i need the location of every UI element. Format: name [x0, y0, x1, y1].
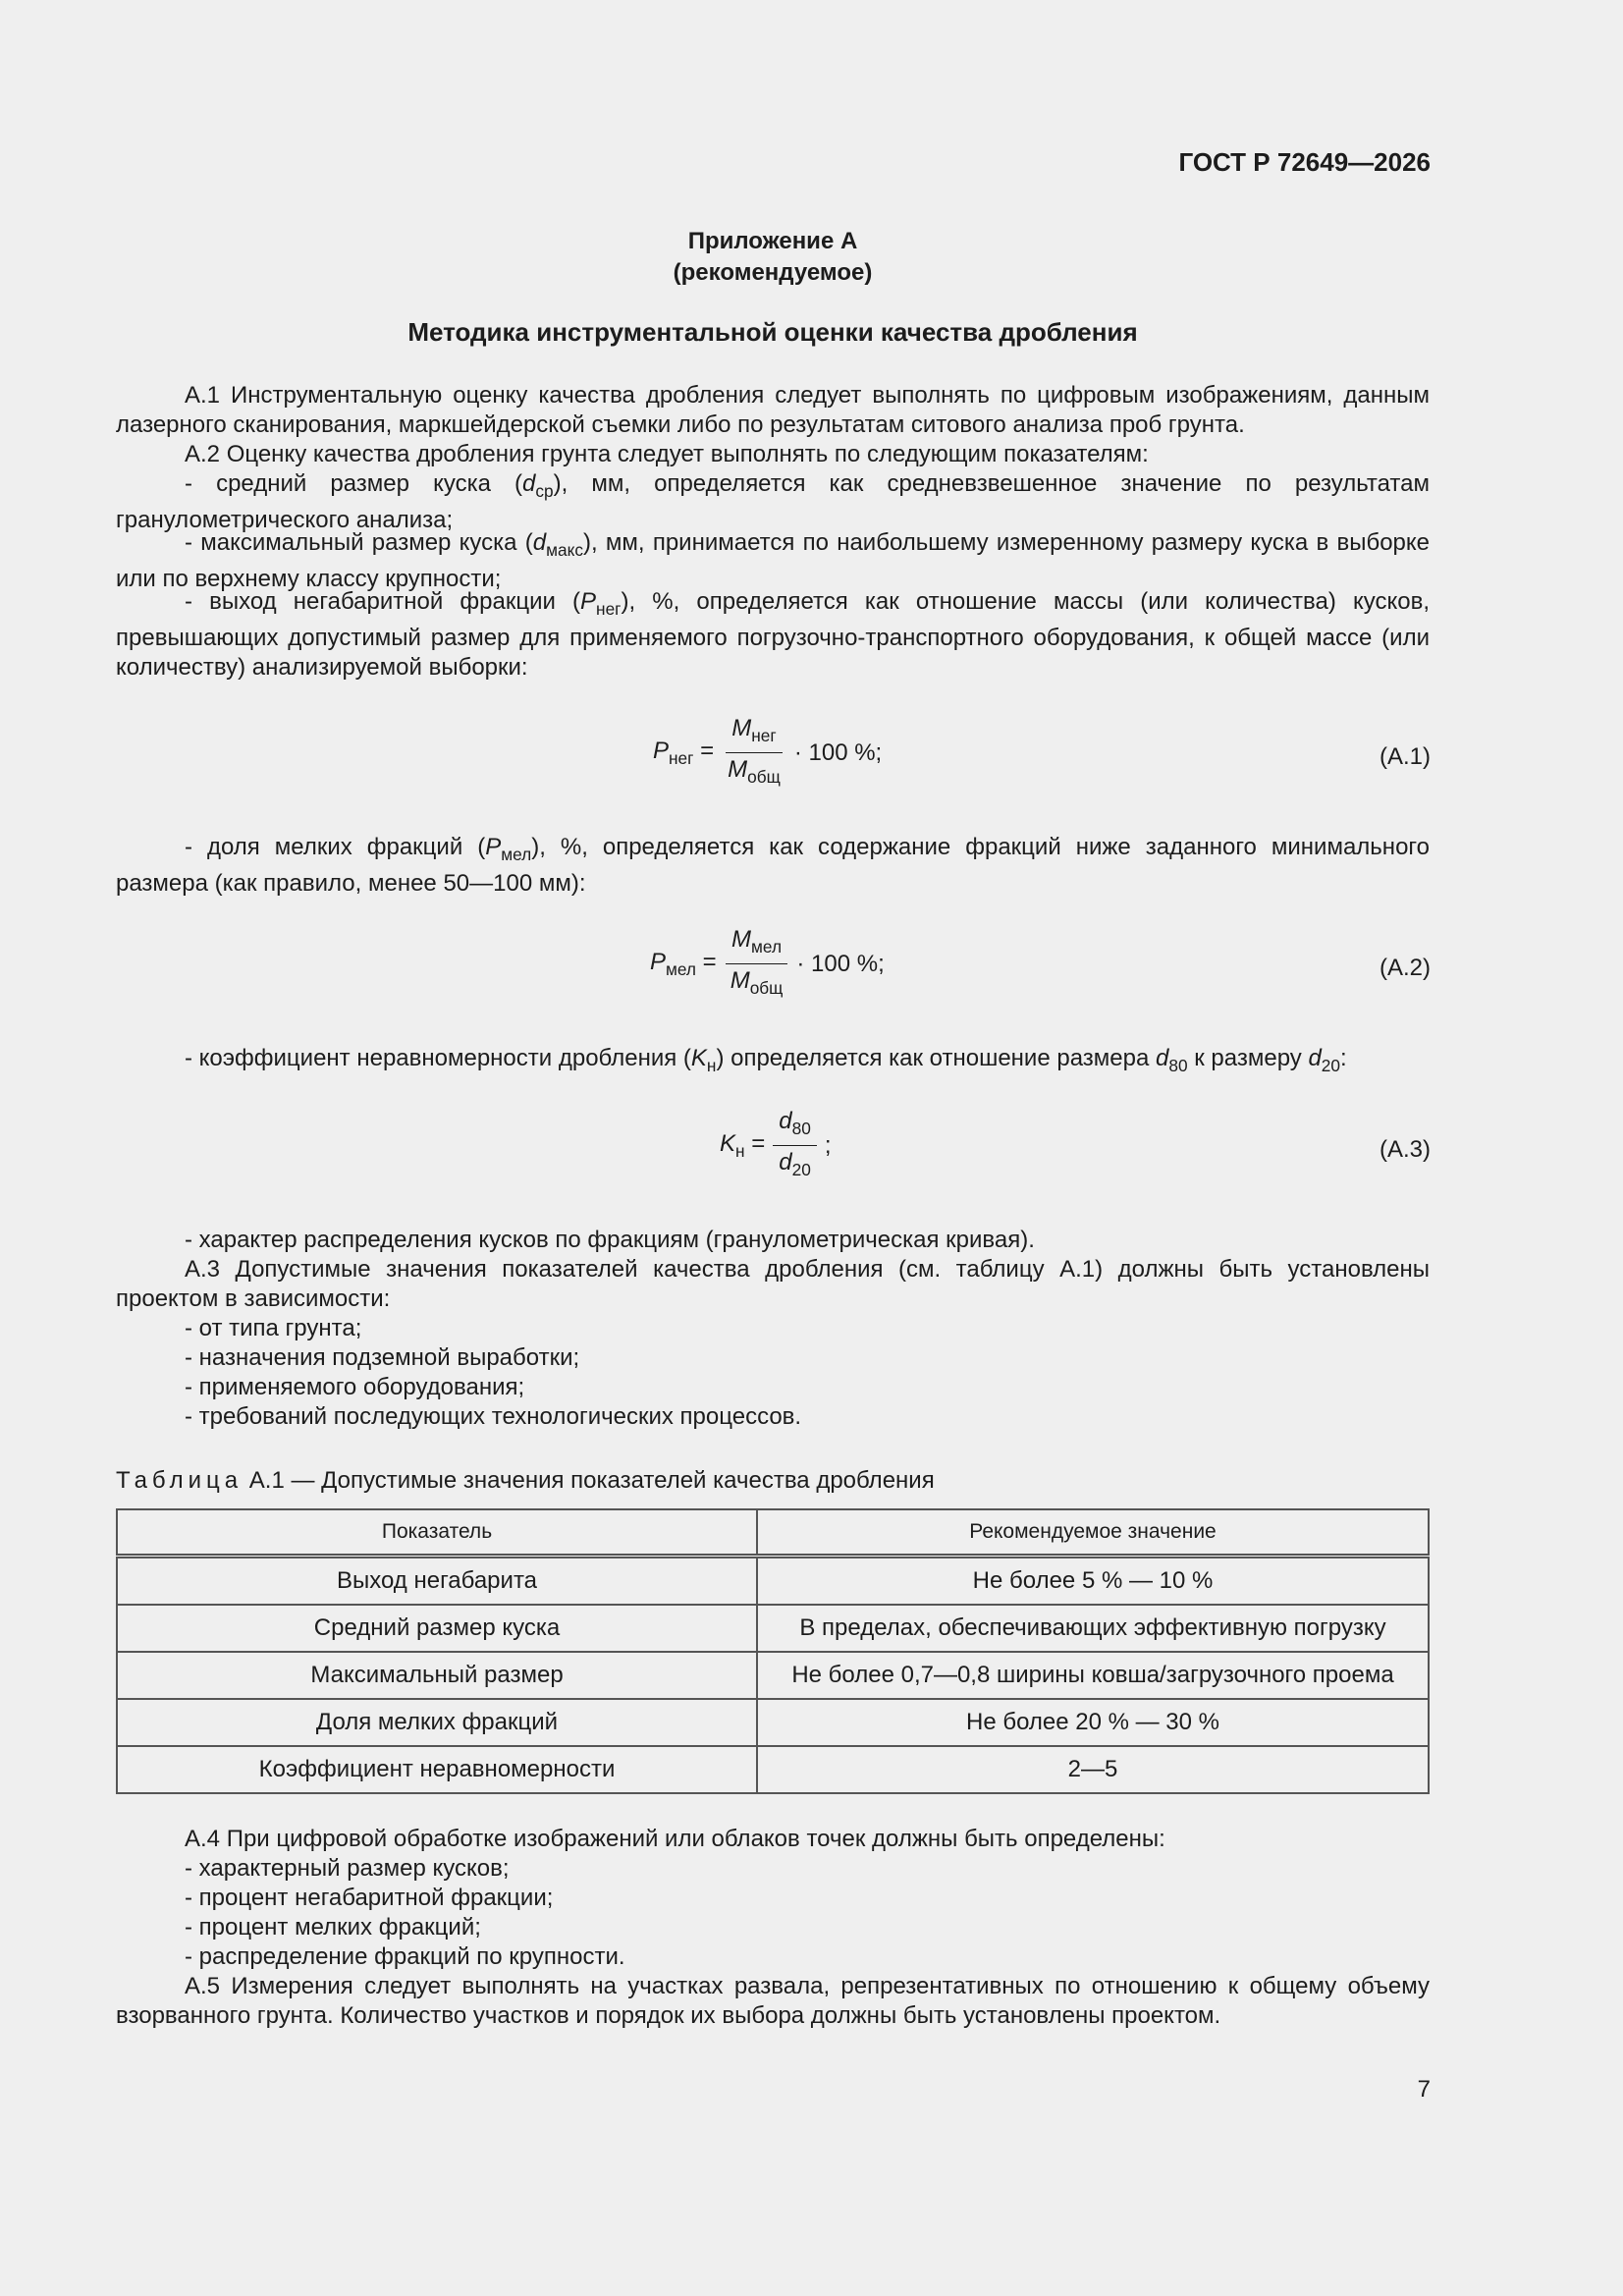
list-item-oversize: - выход негабаритной фракции $(P_{нег})$, %, определяется как отношение массы (или количества) кусков, превышающих допустимый размер для применяемого погрузочно-транспортного оборудования, к общей массе (или количеству) анализируемой выборки:: [116, 588, 1431, 682]
appendix-label: Приложение А: [687, 228, 858, 254]
list-item-curve: - характер распределения кусков по фракциям (гранулометрическая кривая).: [185, 1227, 1035, 1253]
formula-a2: $P_{мел}$ = $\frac{M_{мел}}{M_{общ}}$ · 100 %;: [650, 925, 885, 1003]
paragraph-a5: А.5 Измерения следует выполнять на участках развала, репрезентативных по отношению к общему объему взорванного грунта. Количество участков и порядок их выбора должны быть установлены проектом.: [116, 1973, 1430, 2029]
list-item-coefficient: - коэффициент неравномерности дробления $(K_н)$ определяется как отношение размера $d_{80}$ к размеру $d_{20}$:: [185, 1045, 1347, 1076]
paragraph-a2: А.2 Оценку качества дробления грунта следует выполнять по следующим показателям:: [185, 441, 1149, 467]
formula-a3: $K_н$ = $\frac{d_{80}}{d_{20}}$ ;: [720, 1107, 832, 1184]
table-row: [117, 1652, 1429, 1699]
list-item-max-size: - максимальный размер куска $(d_{макс})$, мм, принимается по наибольшему измеренному размеру куска в выборке или по верхнему классу крупности;: [116, 529, 1431, 593]
formula-a1: $P_{нег}$ = $\frac{M_{нег}}{M_{общ}}$ · 100 %;: [653, 714, 882, 792]
table-cell: Не более 0,7—0,8 ширины ковша/загрузочного проема: [757, 1652, 1429, 1699]
a3-list-item: - применяемого оборудования;: [185, 1374, 525, 1400]
a4-list-item: - процент негабаритной фракции;: [185, 1885, 554, 1911]
table-cell: 2—5: [757, 1746, 1429, 1793]
table-cell: Доля мелких фракций: [117, 1699, 757, 1746]
paragraph-a1: А.1 Инструментальную оценку качества дробления следует выполнять по цифровым изображениям, данным лазерного сканирования, маркшейдерской съемки либо по результатам ситового анализа проб грунта.: [116, 382, 1430, 438]
a4-list-item: - распределение фракций по крупности.: [185, 1943, 625, 1970]
fraction: $\frac{d_{80}}{d_{20}}$: [773, 1107, 817, 1184]
a4-list-item: - характерный размер кусков;: [185, 1855, 510, 1882]
a3-list-item: - требований последующих технологических процессов.: [185, 1403, 802, 1430]
table-row: [117, 1605, 1429, 1652]
table-cell: Не более 20 % — 30 %: [757, 1699, 1429, 1746]
table-cell: Средний размер куска: [117, 1605, 757, 1652]
a3-list-item: - назначения подземной выработки;: [185, 1344, 580, 1371]
list-item-fines: - доля мелких фракций $(P_{мел})$, %, определяется как содержание фракций ниже заданного минимального размера (как правило, менее 50—100 мм):: [116, 834, 1430, 898]
table-cell: Не более 5 % — 10 %: [757, 1557, 1429, 1606]
a4-list-item: - процент мелких фракций;: [185, 1914, 481, 1941]
table-header-row: [117, 1509, 1429, 1557]
list-item-avg-size: - средний размер куска $(d_{ср})$, мм, определяется как средневзвешенное значение по результатам гранулометрического анализа;: [116, 470, 1430, 534]
paragraph-a4: А.4 При цифровой обработке изображений или облаков точек должны быть определены:: [185, 1826, 1165, 1852]
table-cell: Коэффициент неравномерности: [117, 1746, 757, 1793]
appendix-heading: Методика инструментальной оценки качества дробления: [407, 317, 1138, 347]
table-row: [117, 1746, 1429, 1793]
column-header: Показатель: [117, 1509, 757, 1557]
appendix-title: [116, 226, 1430, 289]
table-row: [117, 1557, 1429, 1606]
page-number: 7: [1417, 2076, 1431, 2103]
quality-table: [116, 1508, 1430, 1794]
column-header: Рекомендуемое значение: [757, 1509, 1429, 1557]
fraction: $\frac{M_{нег}}{M_{общ}}$: [728, 715, 781, 788]
appendix-status: (рекомендуемое): [673, 259, 873, 286]
table-cell: Выход негабарита: [117, 1557, 757, 1606]
a3-list-item: - от типа грунта;: [185, 1315, 362, 1341]
equation-number-a2: (А.2): [1379, 955, 1431, 981]
fraction: $\frac{M_{мел}}{M_{общ}}$: [725, 925, 789, 1003]
paragraph-a3: А.3 Допустимые значения показателей качества дробления (см. таблицу А.1) должны быть установлены проектом в зависимости:: [116, 1256, 1430, 1312]
document-code: ГОСТ Р 72649—2026: [1178, 147, 1431, 177]
equation-number-a1: (А.1): [1379, 743, 1431, 770]
table-cell: В пределах, обеспечивающих эффективную погрузку: [757, 1605, 1429, 1652]
table-row: [117, 1699, 1429, 1746]
table-caption: Таблица А.1 — Допустимые значения показателей качества дробления: [116, 1467, 935, 1494]
equation-number-a3: (А.3): [1379, 1136, 1431, 1163]
table-cell: Максимальный размер: [117, 1652, 757, 1699]
